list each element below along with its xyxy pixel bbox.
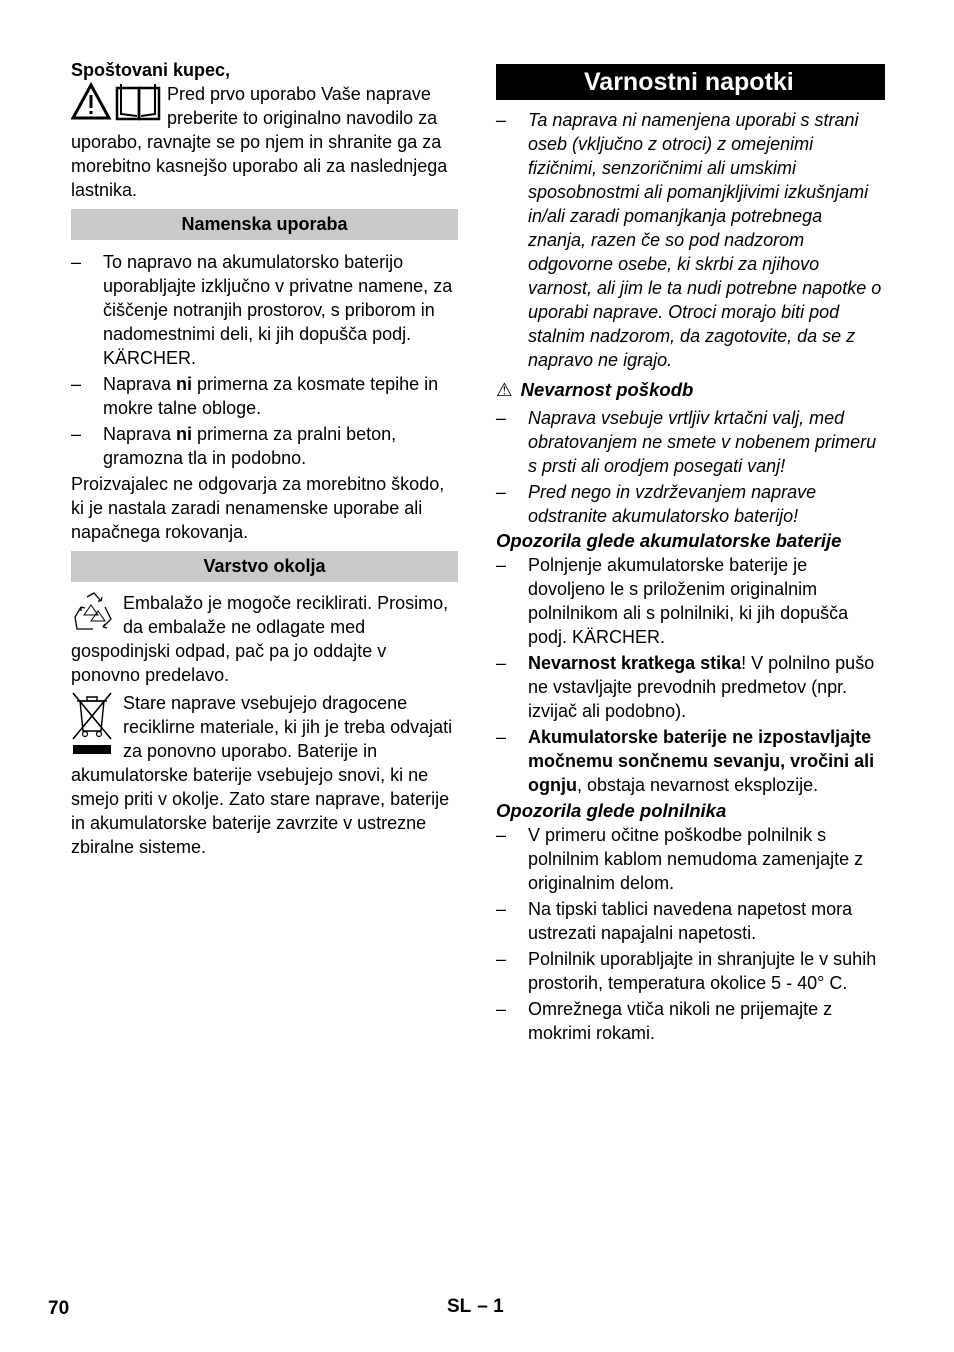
warning-triangle-icon — [71, 82, 163, 122]
intro-block — [71, 82, 458, 202]
battery-list — [496, 553, 885, 797]
danger-list — [496, 406, 885, 528]
right-column — [496, 64, 885, 1045]
left-column — [71, 58, 458, 859]
warning-triangle-icon: ⚠ — [496, 379, 513, 400]
section-heading-varstvo: Varstvo okolja — [71, 551, 458, 582]
list-item: – Nevarnost kratkega stika! V polnilno pušo ne vstavljajte prevodnih predmetov (npr. izvijač ali podobno). — [496, 651, 885, 723]
danger-heading: ⚠ Nevarnost poškodb — [496, 379, 694, 400]
battery-heading: Opozorila glede akumulatorske baterije — [496, 530, 842, 551]
weee-paragraph: Stare naprave vsebujejo dragocene reciklirne materiale, ki jih je treba odvajati za ponovno uporabo. Baterije in akumulatorske baterije vsebujejo snovi, ki ne smejo priti v okolje. Zato stare naprave, baterije in akumulatorske baterije zavrzite v ustrezne zbiralne sisteme. — [71, 693, 453, 857]
recycling-paragraph: Embalažo je mogoče reciklirati. Prosimo, da embalaže ne odlagate med gospodinjski odpad, pač pa jo oddajte v ponovno predelavo. — [71, 593, 449, 685]
greeting: Spoštovani kupec, — [71, 60, 231, 80]
recycle-icon — [71, 591, 119, 635]
list-item: – Ta naprava ni namenjena uporabi s strani oseb (vključno z otroci) z omejenimi fizičnimi, senzoričnimi ali umskimi sposobnostmi ali pomanjkljivimi izkušnjami in/ali zaradi pomanjkanja potrebnega znanja, razen če so pod nadzorom odgovorne osebe, ki skrbi za njihovo varnost, ali jim le ta nudi potrebne napotke o uporabi naprave. Otroci morajo biti pod stalnim nadzorom, da zagotovite, da se z napravo ne igrajo. — [496, 108, 885, 372]
manual-book-icon — [117, 84, 159, 119]
list-item: – Polnjenje akumulatorske baterije je dovoljeno le s priloženim originalnim polnilnikom ali s polnilniki, ki jih dopušča podj. KÄRCHER. — [496, 553, 885, 649]
list-item: – Na tipski tablici navedena napetost mora ustrezati napajalni napetosti. — [496, 897, 885, 945]
safety-list — [496, 108, 885, 372]
charger-heading: Opozorila glede polnilnika — [496, 800, 727, 821]
namenska-list — [71, 250, 458, 470]
crossed-bin-icon — [71, 691, 119, 759]
list-item: – Naprava vsebuje vrtljiv krtačni valj, med obratovanjem ne smete v nobenem primeru s prsti ali orodjem posegati vanj! — [496, 406, 885, 478]
weee-block — [71, 691, 458, 859]
list-item: – Naprava ni primerna za kosmate tepihe in mokre talne obloge. — [71, 372, 458, 420]
list-item: – Polnilnik uporabljajte in shranjujte le v suhih prostorih, temperatura okolice 5 - 40° C. — [496, 947, 885, 995]
footer-language: SL – 1 — [447, 1296, 504, 1317]
intro-text: Pred prvo uporabo Vaše naprave preberite to originalno navodilo za uporabo, ravnajte se po njem in shranite ga za morebitno kasnejšo uporabo ali za naslednjega lastnika. — [71, 84, 448, 200]
section-heading-namenska: Namenska uporaba — [71, 209, 458, 240]
intro-icons — [71, 82, 163, 130]
list-item: – To napravo na akumulatorsko baterijo uporabljajte izključno v privatne namene, za čiščenje notranjih prostorov, s priborom in nadomestnimi deli, ki jih dopušča podj. KÄRCHER. — [71, 250, 458, 370]
list-item: – V primeru očitne poškodbe polnilnik s polnilnim kablom nemudoma zamenjajte z originalnim delom. — [496, 823, 885, 895]
list-item: – Naprava ni primerna za pralni beton, gramozna tla in podobno. — [71, 422, 458, 470]
charger-list — [496, 823, 885, 1045]
list-item: – Akumulatorske baterije ne izpostavljajte močnemu sončnemu sevanju, vročini ali ognju, obstaja nevarnost eksplozije. — [496, 725, 885, 797]
sub-page-number: – 1 — [477, 1296, 504, 1317]
liability-paragraph: Proizvajalec ne odgovarja za morebitno škodo, ki je nastala zaradi nenamenske uporabe ali napačnega rokovanja. — [71, 474, 445, 542]
list-item: – Omrežnega vtiča nikoli ne prijemajte z mokrimi rokami. — [496, 997, 885, 1045]
page-title: Varnostni napotki — [496, 64, 885, 100]
list-item: – Pred nego in vzdrževanjem naprave odstranite akumulatorsko baterijo! — [496, 480, 885, 528]
recycling-block — [71, 591, 458, 687]
page-number: 70 — [48, 1298, 70, 1319]
